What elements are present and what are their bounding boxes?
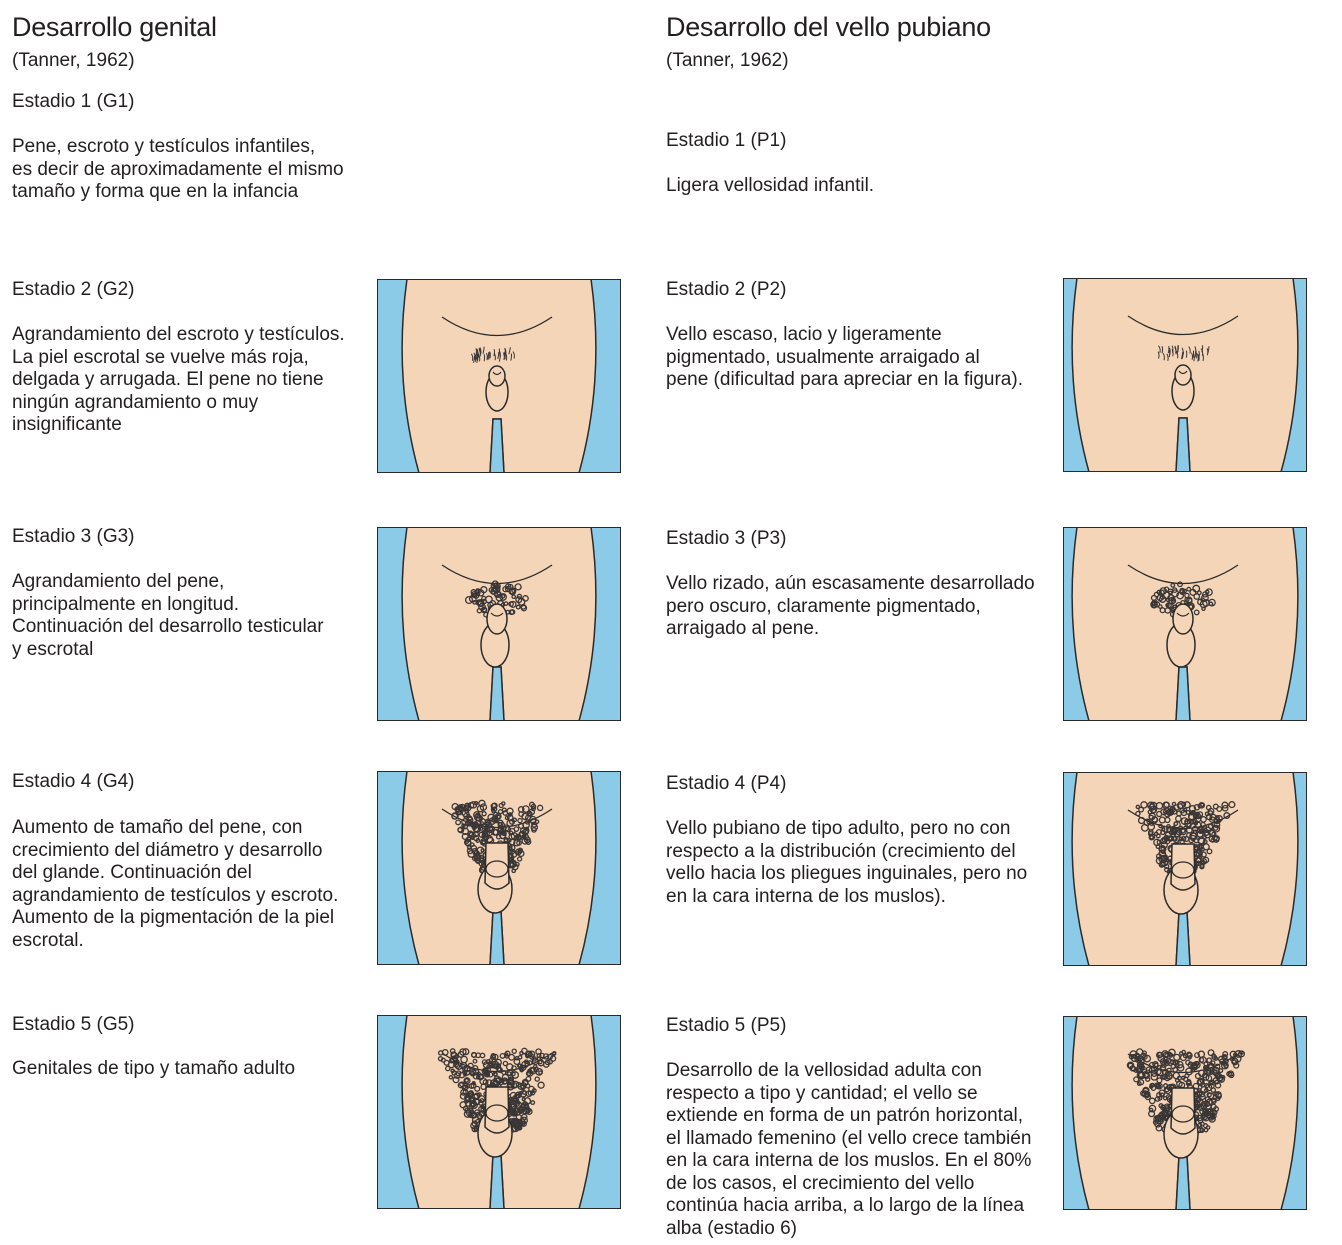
- stage-p1-description: Ligera vellosidad infantil.: [666, 175, 875, 196]
- stage-g4-description: Aumento de tamaño del pene, con crecimiento del diámetro y desarrollo del glande. Continuación del agrandamiento de testículos y escroto. Aumento de la pigmentación de la piel escrotal.: [12, 817, 339, 951]
- stage-p5-label: Estadio 5 (P5): [666, 1015, 787, 1036]
- tanner-stage-illustration: [377, 279, 621, 473]
- tanner-stage-illustration: [1063, 1016, 1307, 1210]
- stage-g5-label: Estadio 5 (G5): [12, 1014, 135, 1035]
- stage-g1-description: Pene, escroto y testículos infantiles, es decir de aproximadamente el mismo tamaño y forma que en la infancia: [12, 136, 344, 202]
- stage-p3-label: Estadio 3 (P3): [666, 528, 787, 549]
- stage-g2-description: Agrandamiento del escroto y testículos. La piel escrotal se vuelve más roja, delgada y arrugada. El pene no tiene ningún agrandamiento o muy insignificante: [12, 324, 345, 435]
- stage-g3-label: Estadio 3 (G3): [12, 526, 135, 547]
- tanner-stage-illustration: [377, 1015, 621, 1209]
- stage-p4-label: Estadio 4 (P4): [666, 773, 787, 794]
- left-column-source: (Tanner, 1962): [12, 50, 135, 71]
- tanner-stage-illustration: [1063, 278, 1307, 472]
- tanner-stage-illustration: [1063, 527, 1307, 721]
- stage-g2-label: Estadio 2 (G2): [12, 279, 135, 300]
- left-column-title: Desarrollo genital: [12, 12, 217, 42]
- figure-p4: [1063, 772, 1307, 966]
- stage-g5-description: Genitales de tipo y tamaño adulto: [12, 1058, 296, 1079]
- stage-p2-label: Estadio 2 (P2): [666, 279, 787, 300]
- stage-g3-description: Agrandamiento del pene, principalmente en longitud. Continuación del desarrollo testicular y escrotal: [12, 571, 324, 660]
- figure-p5: [1063, 1016, 1307, 1210]
- figure-g2: [377, 279, 621, 473]
- tanner-stage-illustration: [1063, 772, 1307, 966]
- right-column-source: (Tanner, 1962): [666, 50, 789, 71]
- stage-p2-description: Vello escaso, lacio y ligeramente pigmentado, usualmente arraigado al pene (dificultad para apreciar en la figura).: [666, 324, 1023, 390]
- figure-g3: [377, 527, 621, 721]
- right-column-title: Desarrollo del vello pubiano: [666, 12, 991, 42]
- stage-p1-label: Estadio 1 (P1): [666, 130, 787, 151]
- tanner-stage-illustration: [377, 527, 621, 721]
- stage-p4-description: Vello pubiano de tipo adulto, pero no con respecto a la distribución (crecimiento del vello hacia los pliegues inguinales, pero no en la cara interna de los muslos).: [666, 818, 1028, 907]
- figure-p2: [1063, 278, 1307, 472]
- figure-g5: [377, 1015, 621, 1209]
- stage-g1-label: Estadio 1 (G1): [12, 91, 135, 112]
- figure-g4: [377, 771, 621, 965]
- stage-p5-description: Desarrollo de la vellosidad adulta con respecto a tipo y cantidad; el vello se extiende en forma de un patrón horizontal, el llamado femenino (el vello crece también en la cara interna de los muslos. En el 80% de los casos, el crecimiento del vello continúa hacia arriba, a lo largo de la línea alba (estadio 6): [666, 1060, 1032, 1239]
- figure-p3: [1063, 527, 1307, 721]
- stage-p3-description: Vello rizado, aún escasamente desarrollado pero oscuro, claramente pigmentado, arraigado al pene.: [666, 573, 1035, 639]
- tanner-stage-illustration: [377, 771, 621, 965]
- stage-g4-label: Estadio 4 (G4): [12, 771, 135, 792]
